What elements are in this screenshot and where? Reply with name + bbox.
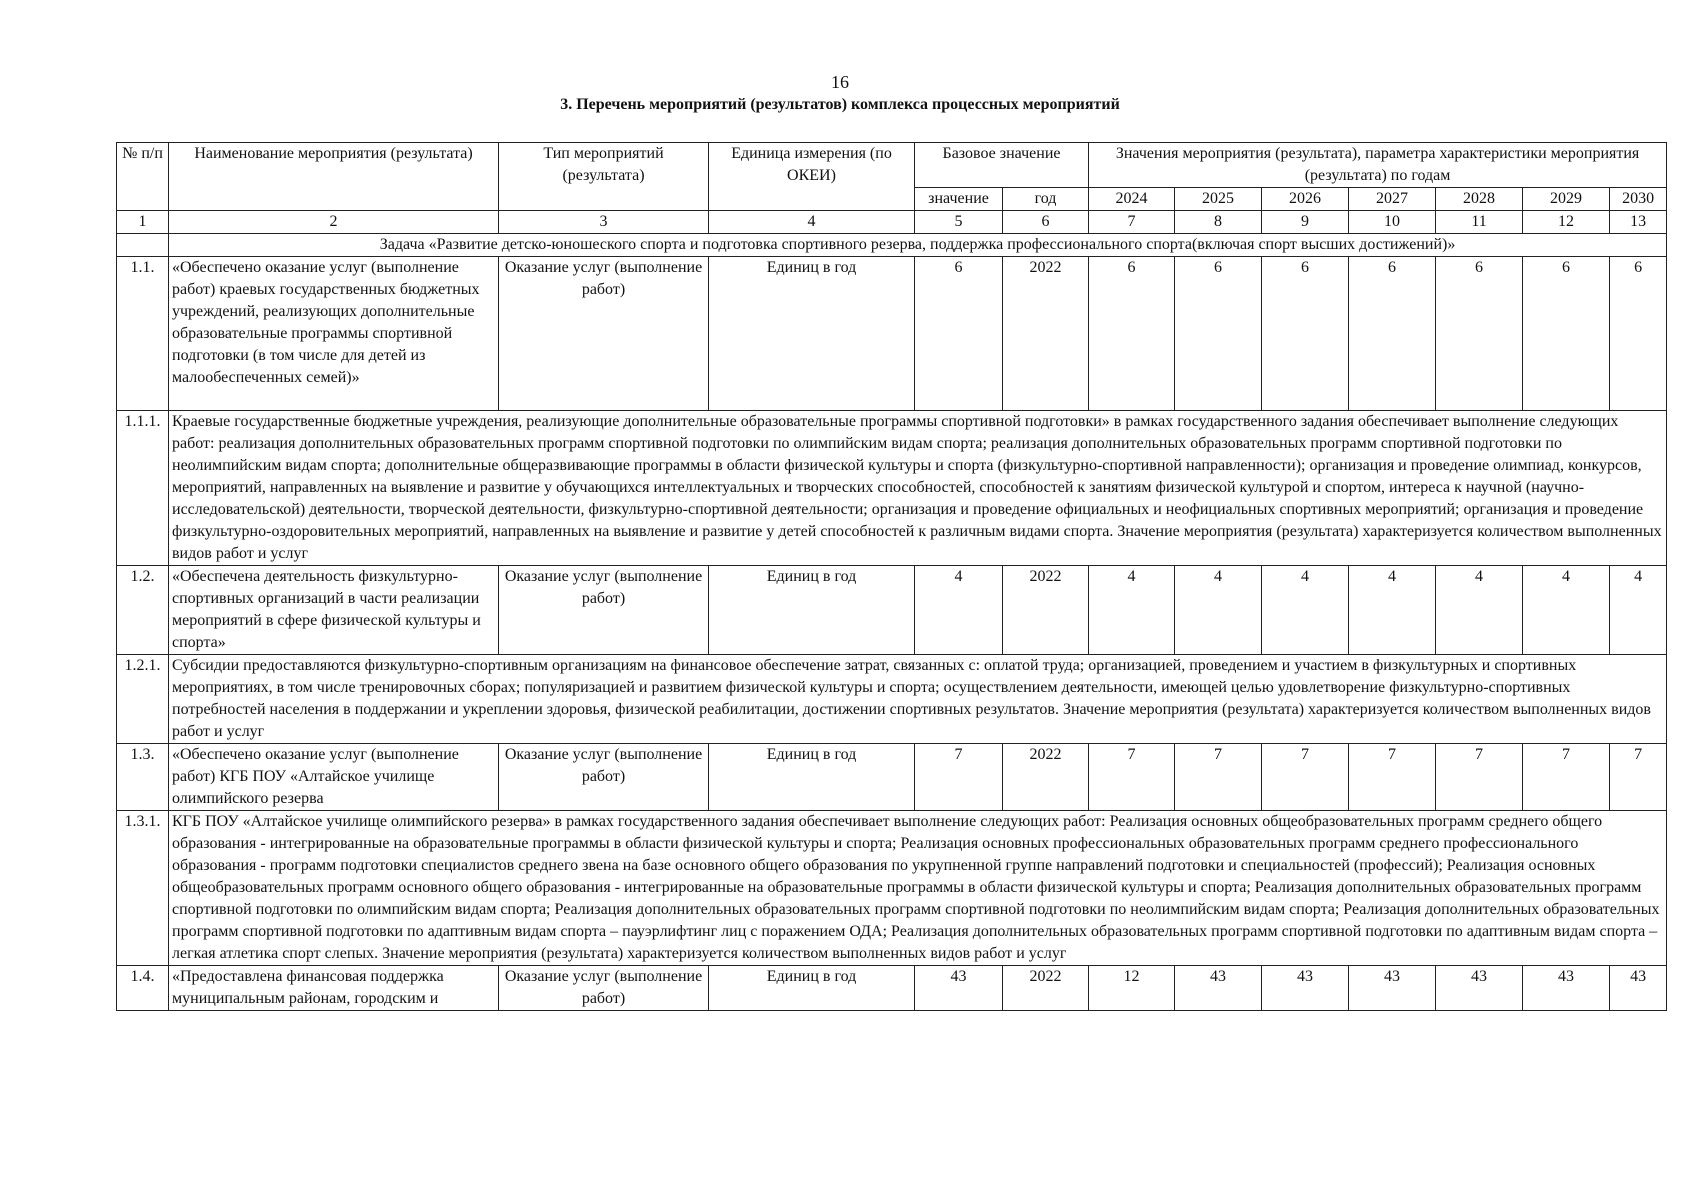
measure-unit: Единиц в год	[709, 257, 915, 411]
page-number: 16	[831, 72, 849, 92]
description-row	[117, 655, 1667, 744]
year-value: 4	[1436, 566, 1523, 655]
header-unit: Единица измерения (по ОКЕИ)	[709, 143, 915, 211]
header-base: Базовое значение	[915, 143, 1089, 188]
header-num: № п/п	[117, 143, 169, 211]
year-value: 4	[1349, 566, 1436, 655]
base-value: 7	[915, 744, 1003, 811]
header-year: 2026	[1262, 188, 1349, 211]
year-value: 43	[1610, 966, 1667, 1011]
task-row	[117, 234, 1667, 257]
column-number: 6	[1003, 211, 1089, 234]
header-year: 2029	[1523, 188, 1610, 211]
header-row	[117, 143, 1667, 188]
year-value: 43	[1262, 966, 1349, 1011]
measure-unit: Единиц в год	[709, 966, 915, 1011]
header-base-year: год	[1003, 188, 1089, 211]
measure-name: «Обеспечено оказание услуг (выполнение работ) краевых государственных бюджетных учреждений, реализующих дополнительные образовательные программы спортивной подготовки (в том числе для детей из малообеспеченных семей)»	[169, 257, 499, 411]
year-value: 4	[1175, 566, 1262, 655]
year-value: 6	[1523, 257, 1610, 411]
description-text: Краевые государственные бюджетные учреждения, реализующие дополнительные образовательные программы спортивной подготовки» в рамках государственного задания обеспечивает выполнение следующих работ: реализация дополнительных образовательных программ спортивной подготовки по олимпийским видам спорта; реализация дополнительных образовательных программ спортивной подготовки по неолимпийским видам спорта; дополнительные общеразвивающие программы в области физической культуры и спорта (физкультурно-спортивной направленности); организация и проведение олимпиад, конкурсов, мероприятий, направленных на выявление и развитие у обучающихся интеллектуальных и творческих способностей, способностей к занятиям физической культурой и спортом, интереса к научной (научно-исследовательской) деятельности, творческой деятельности, физкультурно-спортивной деятельности; организация и проведение официальных и неофициальных спортивных мероприятий; организация и проведение физкультурно-оздоровительных мероприятий, направленных на выявление и развитие у детей способностей к различным видами спорта. Значение мероприятия (результата) характеризуется количеством выполненных видов работ и услуг	[169, 411, 1667, 566]
measure-type: Оказание услуг (выполнение работ)	[499, 966, 709, 1011]
year-value: 43	[1436, 966, 1523, 1011]
measures-table	[116, 142, 1667, 1011]
year-value: 6	[1610, 257, 1667, 411]
measure-unit: Единиц в год	[709, 566, 915, 655]
measure-type: Оказание услуг (выполнение работ)	[499, 744, 709, 811]
base-year: 2022	[1003, 566, 1089, 655]
column-number: 8	[1175, 211, 1262, 234]
year-value: 7	[1436, 744, 1523, 811]
header-year: 2030	[1610, 188, 1667, 211]
measure-type: Оказание услуг (выполнение работ)	[499, 566, 709, 655]
row-number: 1.4.	[117, 966, 169, 1011]
year-value: 4	[1089, 566, 1175, 655]
row-number: 1.3.	[117, 744, 169, 811]
column-number: 4	[709, 211, 915, 234]
base-year: 2022	[1003, 744, 1089, 811]
year-value: 7	[1523, 744, 1610, 811]
year-value: 6	[1436, 257, 1523, 411]
year-value: 6	[1175, 257, 1262, 411]
base-value: 4	[915, 566, 1003, 655]
year-value: 4	[1262, 566, 1349, 655]
year-value: 7	[1262, 744, 1349, 811]
base-value: 43	[915, 966, 1003, 1011]
header-values-group: Значения мероприятия (результата), параметра характеристики мероприятия (результата) по годам	[1089, 143, 1667, 188]
table-row	[117, 566, 1667, 655]
year-value: 4	[1610, 566, 1667, 655]
column-number: 12	[1523, 211, 1610, 234]
base-value: 6	[915, 257, 1003, 411]
header-type: Тип мероприятий (результата)	[499, 143, 709, 211]
description-row	[117, 411, 1667, 566]
sub-row-number: 1.2.1.	[117, 655, 169, 744]
year-value: 43	[1175, 966, 1262, 1011]
sub-row-number: 1.3.1.	[117, 811, 169, 966]
row-number: 1.1.	[117, 257, 169, 411]
task-text: Задача «Развитие детско-юношеского спорта и подготовка спортивного резерва, поддержка профессионального спорта(включая спорт высших достижений)»	[169, 234, 1667, 257]
table-row	[117, 744, 1667, 811]
year-value: 43	[1349, 966, 1436, 1011]
description-row	[117, 811, 1667, 966]
column-number: 13	[1610, 211, 1667, 234]
column-number: 1	[117, 211, 169, 234]
year-value: 7	[1089, 744, 1175, 811]
column-number: 11	[1436, 211, 1523, 234]
base-year: 2022	[1003, 257, 1089, 411]
column-number: 2	[169, 211, 499, 234]
year-value: 6	[1262, 257, 1349, 411]
section-title: 3. Перечень мероприятий (результатов) комплекса процессных мероприятий	[560, 96, 1120, 113]
column-number: 10	[1349, 211, 1436, 234]
base-year: 2022	[1003, 966, 1089, 1011]
table-row	[117, 966, 1667, 1011]
measure-unit: Единиц в год	[709, 744, 915, 811]
table-row	[117, 257, 1667, 411]
measure-name: «Предоставлена финансовая поддержка муниципальным районам, городским и	[169, 966, 499, 1011]
year-value: 6	[1349, 257, 1436, 411]
year-value: 12	[1089, 966, 1175, 1011]
year-value: 4	[1523, 566, 1610, 655]
header-year: 2024	[1089, 188, 1175, 211]
year-value: 7	[1349, 744, 1436, 811]
year-value: 6	[1089, 257, 1175, 411]
description-text: Субсидии предоставляются физкультурно-спортивным организациям на финансовое обеспечение затрат, связанных с: оплатой труда; организацией, проведением и участием в физкультурных и спортивных мероприятиях, в том числе тренировочных сборах; популяризацией и развитием физической культуры и спорта; осуществлением деятельности, имеющей целью удовлетворение физкультурно-спортивных потребностей населения в поддержании и укреплении здоровья, физической реабилитации, достижении спортивных результатов. Значение мероприятия (результата) характеризуется количеством выполненных видов работ и услуг	[169, 655, 1667, 744]
column-number: 5	[915, 211, 1003, 234]
sub-row-number: 1.1.1.	[117, 411, 169, 566]
column-number: 3	[499, 211, 709, 234]
header-name: Наименование мероприятия (результата)	[169, 143, 499, 211]
column-numbers-row	[117, 211, 1667, 234]
column-number: 7	[1089, 211, 1175, 234]
header-year: 2028	[1436, 188, 1523, 211]
measure-name: «Обеспечено оказание услуг (выполнение работ) КГБ ПОУ «Алтайское училище олимпийского резерва	[169, 744, 499, 811]
measure-type: Оказание услуг (выполнение работ)	[499, 257, 709, 411]
header-year: 2025	[1175, 188, 1262, 211]
year-value: 43	[1523, 966, 1610, 1011]
column-number: 9	[1262, 211, 1349, 234]
year-value: 7	[1610, 744, 1667, 811]
year-value: 7	[1175, 744, 1262, 811]
description-text: КГБ ПОУ «Алтайское училище олимпийского резерва» в рамках государственного задания обеспечивает выполнение следующих работ: Реализация основных общеобразовательных программ среднего общего образования - интегрированные на образовательные программы в области физической культуры и спорта; Реализация основных профессиональных образовательных программ среднего профессионального образования - программ подготовки специалистов среднего звена на базе основного общего образования по укрупненной группе направлений подготовки и специальностей (профессий); Реализация основных общеобразовательных программ основного общего образования - интегрированные на образовательные программы в области физической культуры и спорта; Реализация дополнительных образовательных программ спортивной подготовки по олимпийским видам спорта; Реализация дополнительных образовательных программ спортивной подготовки по неолимпийским видам спорта; Реализация дополнительных образовательных программ спортивной подготовки по адаптивным видам спорта – пауэрлифтинг лиц с поражением ОДА; Реализация дополнительных образовательных программ спортивной подготовки по адаптивным видам спорта – легкая атлетика спорт слепых. Значение мероприятия (результата) характеризуется количеством выполненных видов работ и услуг	[169, 811, 1667, 966]
measure-name: «Обеспечена деятельность физкультурно-спортивных организаций в части реализации мероприятий в сфере физической культуры и спорта»	[169, 566, 499, 655]
header-year: 2027	[1349, 188, 1436, 211]
header-base-value: значение	[915, 188, 1003, 211]
row-number: 1.2.	[117, 566, 169, 655]
